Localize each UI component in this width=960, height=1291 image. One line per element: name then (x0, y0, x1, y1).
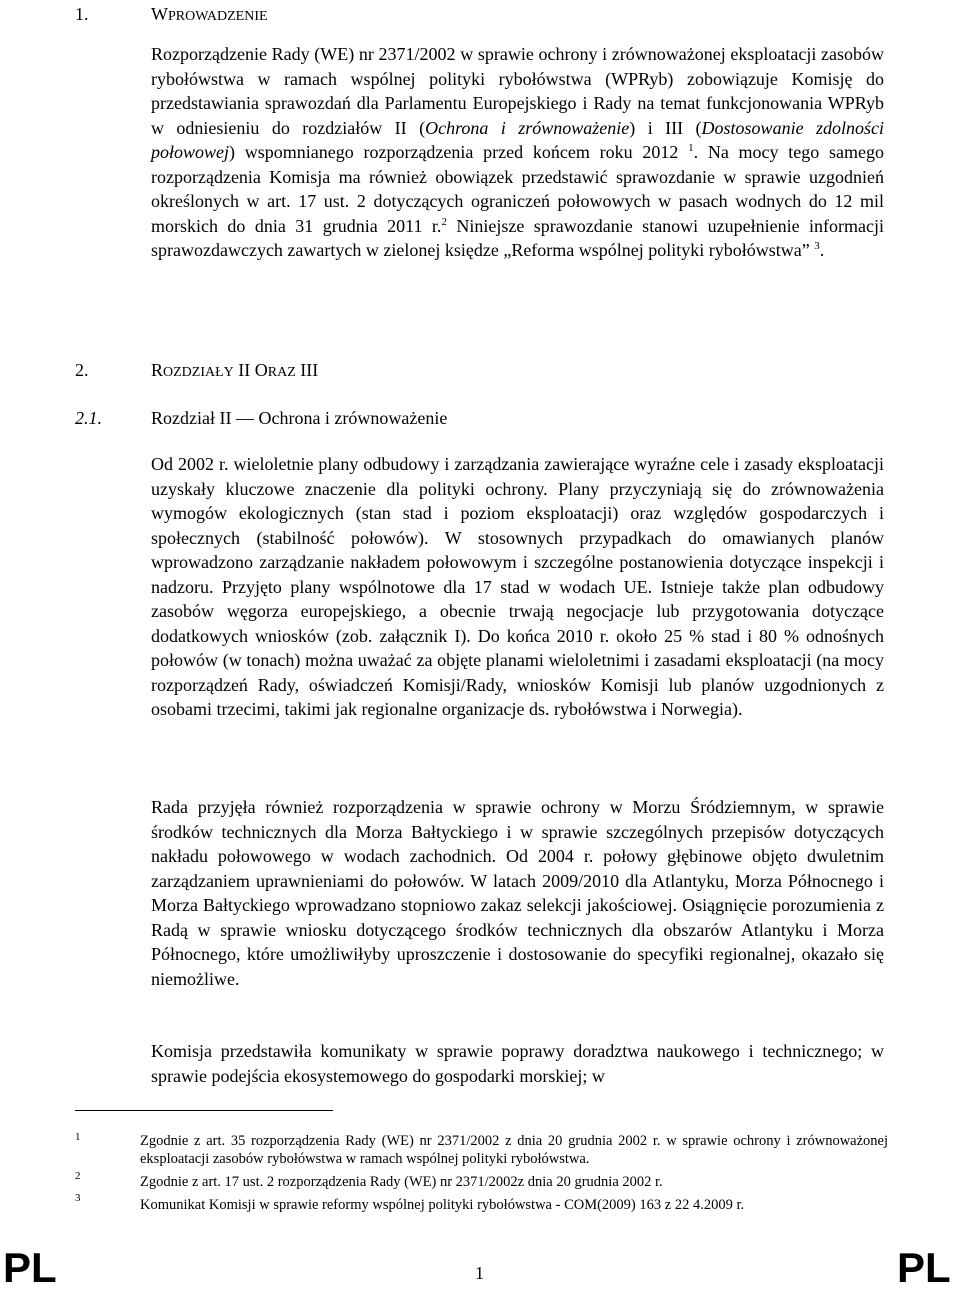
page-number: 1 (475, 1263, 484, 1283)
section-1-title: WPROWADZENIE (151, 4, 268, 24)
section-2-number: 2. (75, 360, 89, 380)
footnote-ref-2[interactable]: 2 (441, 215, 447, 228)
footnote-ref-3[interactable]: 3 (814, 240, 820, 252)
footnote-separator (75, 1110, 333, 1111)
section-2-1-number: 2.1. (75, 408, 102, 428)
intro-paragraph: Rozporządzenie Rady (WE) nr 2371/2002 w sprawie ochrony i zrównoważonej eksploatacji zasobów rybołówstwa w ramach wspólnej polityki rybołówstwa (WPRyb) zobowiązuje Komisję do przedstawiania sprawozdań dla Parlamentu Europejskiego i Rady na temat funkcjonowania WPRyb w odniesieniu do rozdziałów II (Ochrona i zrównoważenie) i III (Dostosowanie zdolności połowowej) wspomnianego rozporządzenia przed końcem roku 2012 $^1$. Na mocy tego samego rozporządzenia Komisja ma również obowiązek przedstawić sprawozdanie w sprawie uzgodnień określonych w art. 17 ust. 2 dotyczących ograniczeń połowowych w pasach wodnych do 12 mil morskich do dnia 31 grudnia 2011 r.$^2$ Niniejsze sprawozdanie stanowi uzupełnienie informacji sprawozdawczych zawartych w zielonej księdze „Reforma wspólnej polityki rybołówstwa” $^3$. (151, 44, 885, 260)
footnote-number-3: 3 (75, 1192, 81, 1204)
body-paragraph-2: Rada przyjęła również rozporządzenia w sprawie ochrony w Morzu Śródziemnym, w sprawie środków technicznych dla Morza Bałtyckiego i w sprawie szczególnych przepisów dotyczących nakładu połowowego w wodach zachodnich. Od 2004 r. połowy głębinowe objęto dwuletnim zarządzaniem uprawnieniami do połowów. W latach 2009/2010 dla Atlantyku, Morza Północnego i Morza Bałtyckiego wprowadzano stopniowo zakaz selekcji jakościowej. Osiągnięcie porozumienia z Radą w sprawie wniosku dotyczącego środków technicznych dla obszarów Atlantyku i Morza Północnego, które umożliwiłyby uproszczenie i dostosowanie do specyfiki regionalnej, okazało się niemożliwe. (151, 797, 884, 989)
body-paragraph-1: Od 2002 r. wieloletnie plany odbudowy i zarządzania zawierające wyraźne cele i zasady eksploatacji uzyskały kluczowe znaczenie dla polityki ochrony. Plany przyczyniają się do zrównoważenia wymogów ekologicznych (stan stad i poziom eksploatacji) oraz względów gospodarczych i społecznych (stabilność połowów). W stosownych przypadkach do omawianych planów wprowadzono zarządzanie nakładem połowowym i szczególne postanowienia dotyczące inspekcji i nadzoru. Przyjęto plany wspólnotowe dla 17 stad w wodach UE. Istnieje także plan odbudowy zasobów węgorza europejskiego, a obecnie trwają negocjacje lub przygotowania dotyczące dodatkowych wniosków (zob. załącznik I). Do końca 2010 r. około 25 % stad i 80 % odnośnych połowów (w tonach) można uważać za objęte planami wieloletnimi i zasadami eksploatacji (na mocy rozporządzeń Rady, oświadczeń Komisji/Rady, wniosków Komisji lub planów uzgodnionych z osobami trzecimi, takimi jak regionalne organizacje ds. rybołówstwa i Norwegia). (151, 454, 884, 719)
footnote-2: Zgodnie z art. 17 ust. 2 rozporządzenia Rady (WE) nr 2371/2002z dnia 20 grudnia 2002 r. (140, 1174, 663, 1190)
section-2-1-title: Rozdział II — Ochrona i zrównoważenie (151, 408, 448, 428)
footnote-3: Komunikat Komisji w sprawie reformy wspólnej polityki rybołówstwa - COM(2009) 163 z 22 4.2009 r. (140, 1197, 745, 1213)
section-1-number: 1. (75, 4, 89, 24)
body-paragraph-3: Komisja przedstawiła komunikaty w sprawie poprawy doradztwa naukowego i technicznego; w sprawie podejścia ekosystemowego do gospodarki morskiej; w (151, 1041, 884, 1086)
footnote-1: Zgodnie z art. 35 rozporządzenia Rady (WE) nr 2371/2002 z dnia 20 grudnia 2002 r. w sprawie ochrony i zrównoważonej eksploatacji zasobów rybołówstwa w ramach wspólnej polityki rybołówstwa. (140, 1133, 888, 1168)
section-2-title: ROZDZIAŁY II ORAZ III (151, 360, 319, 380)
language-code-right: PL (897, 1244, 951, 1291)
language-code-left: PL (3, 1244, 57, 1291)
footnote-ref-1[interactable]: 1 (688, 142, 694, 154)
footnote-number-1: 1 (75, 1131, 81, 1143)
footnote-number-2: 2 (75, 1170, 81, 1182)
